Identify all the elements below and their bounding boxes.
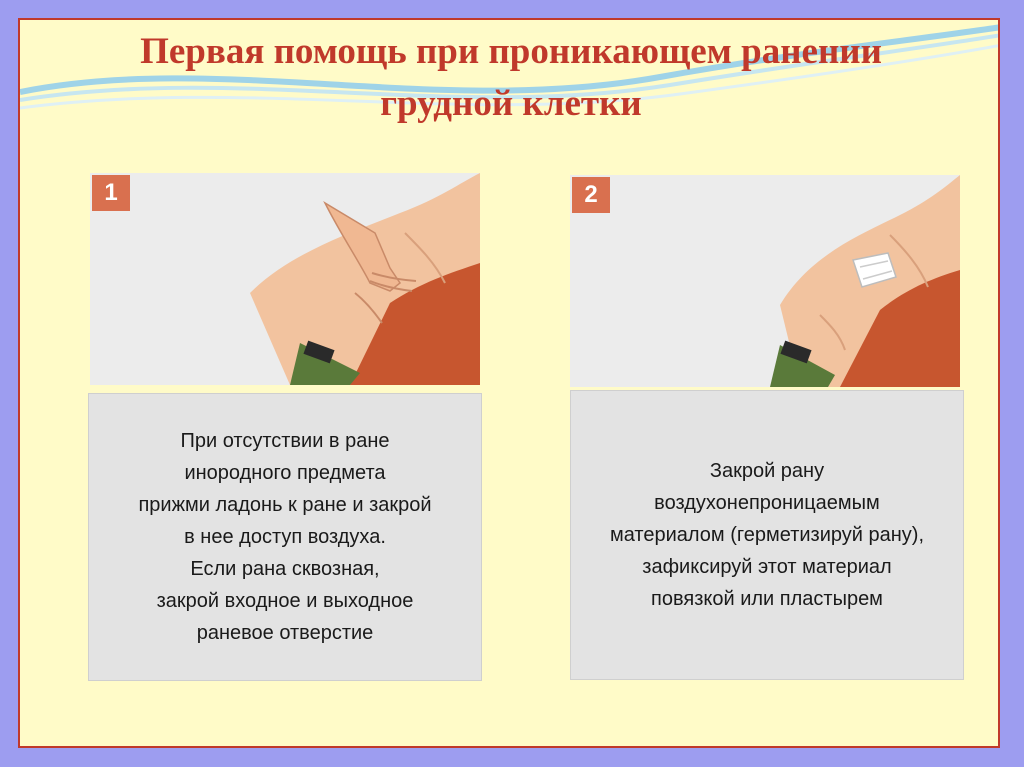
step-2-text-line: Закрой рану: [709, 460, 825, 482]
step-2-text-line: материалом (герметизируй рану),: [609, 524, 924, 546]
step-1-text-line: инородного предмета: [184, 462, 386, 484]
title-line-2: грудной клетки: [380, 83, 642, 124]
title-line-1: Первая помощь при проникающем ранении: [140, 31, 882, 72]
step-1-text-line: прижми ладонь к ране и закрой: [138, 494, 432, 516]
step-1-text-line: закрой входное и выходное: [156, 590, 414, 612]
step-2-illustration: [570, 175, 960, 387]
step-1-number-badge: 1: [92, 175, 130, 211]
step-2-text-line: воздухонепроницаемым: [654, 492, 880, 514]
page-title: [20, 26, 1000, 130]
step-1-text-line: раневое отверстие: [196, 622, 374, 644]
step-1-textbox: [88, 393, 482, 681]
step-1-illustration: [90, 173, 480, 385]
step-2-number-badge: 2: [572, 177, 610, 213]
chest-bandage-image: [570, 175, 960, 387]
step-1-text-line: в нее доступ воздуха.: [184, 526, 386, 548]
step-1-text-line: При отсутствии в ране: [180, 430, 390, 452]
slide: [18, 18, 1000, 748]
step-2-text-line: зафиксируй этот материал: [642, 556, 892, 578]
step-1-text-line: Если рана сквозная,: [190, 558, 380, 580]
step-2-textbox: [570, 390, 964, 680]
chest-wound-hand-image: [90, 173, 480, 385]
step-2-text-line: повязкой или пластырем: [651, 588, 883, 610]
